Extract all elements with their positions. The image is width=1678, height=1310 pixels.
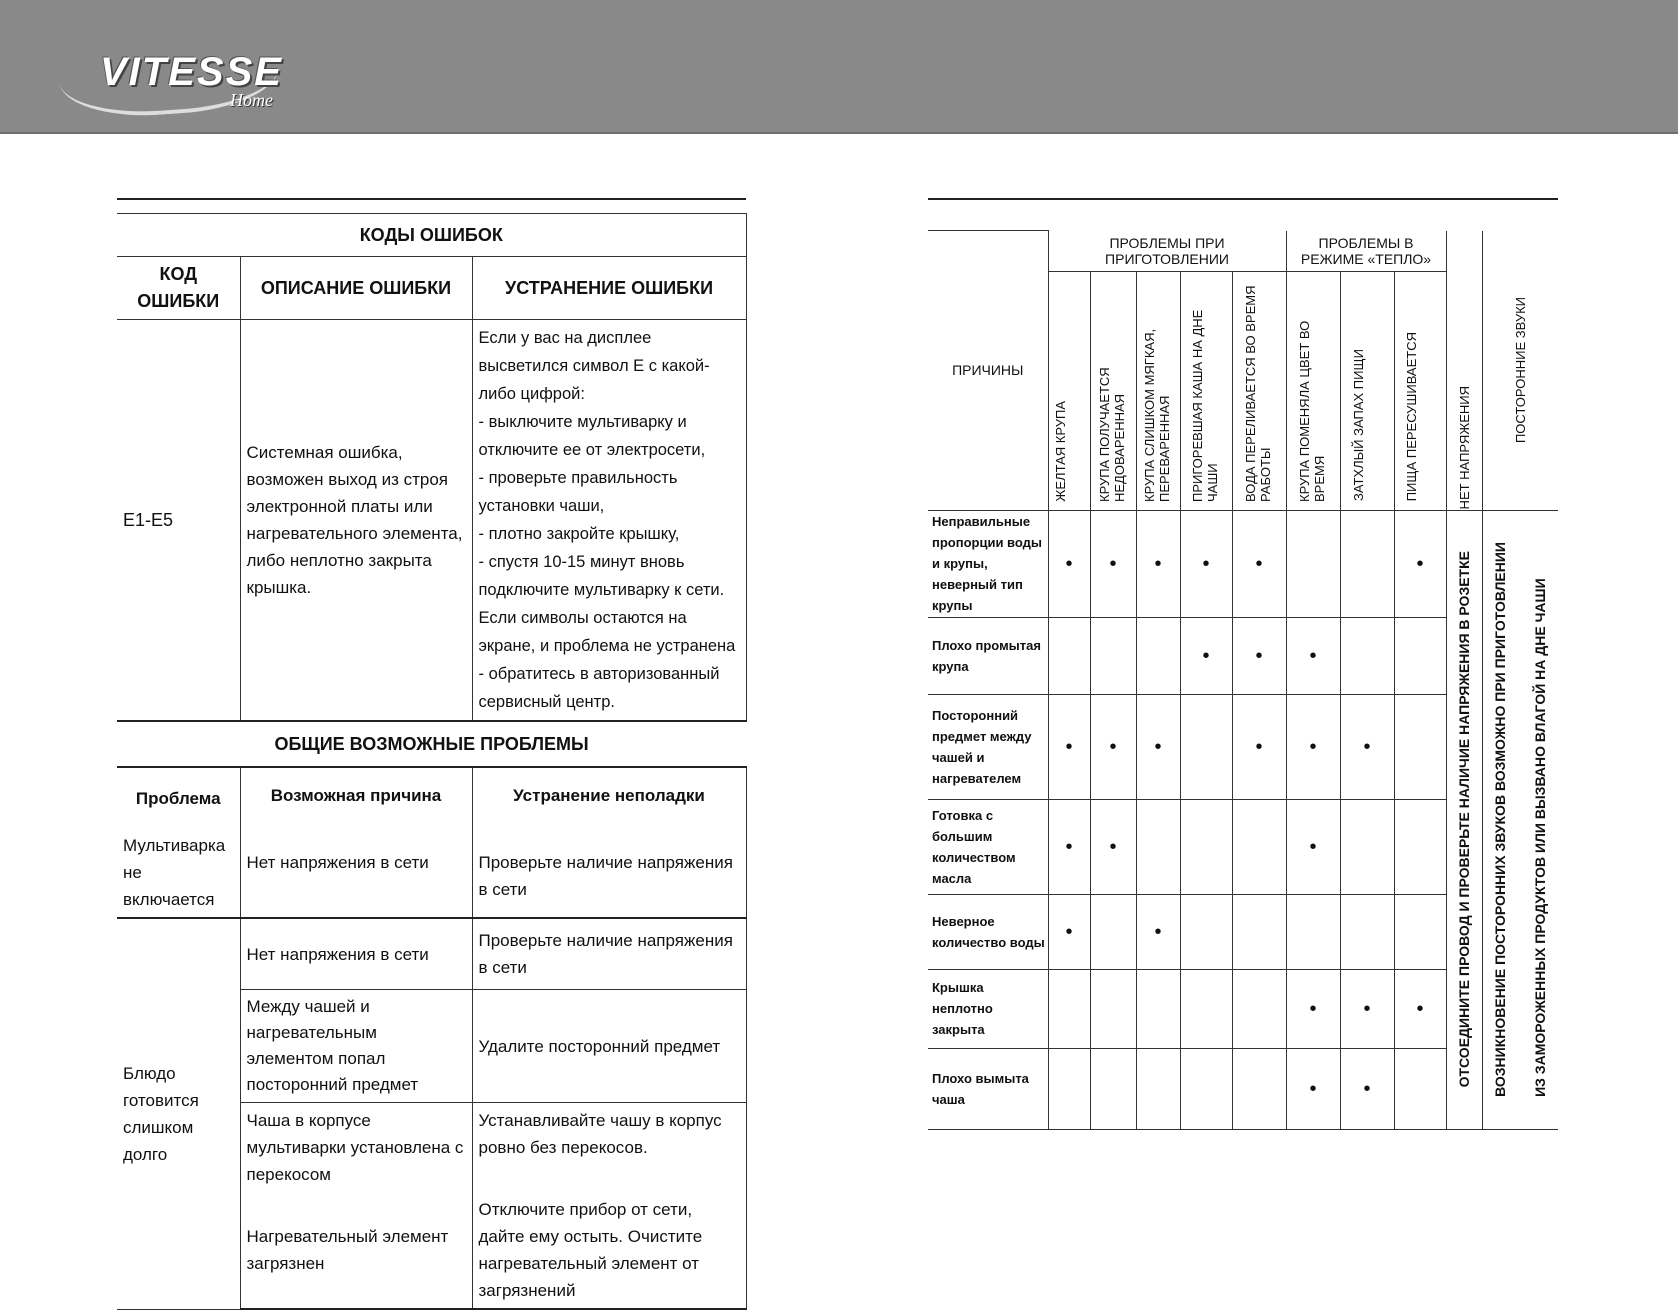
dot-marker: • <box>1202 552 1210 575</box>
noise-note-cell <box>1482 510 1558 1129</box>
logo-main-text: VITESSE <box>100 50 283 94</box>
dot-marker: • <box>1202 644 1210 667</box>
dot-marker: • <box>1065 835 1073 858</box>
dot-marker: • <box>1065 735 1073 758</box>
matrix-cell <box>1136 799 1180 894</box>
matrix-cell <box>1136 510 1180 617</box>
matrix-cell <box>1048 1048 1090 1129</box>
matrix-cell <box>1090 799 1136 894</box>
header-problem: Проблема <box>117 767 240 828</box>
matrix-cell <box>1286 510 1340 617</box>
matrix-cell <box>1340 510 1394 617</box>
dot-marker: • <box>1309 735 1317 758</box>
p2-cause: Чаша в корпусе мультиварки установлена с перекосом <box>240 1103 472 1193</box>
p1-fix-col <box>472 767 746 918</box>
header-error-description: ОПИСАНИЕ ОШИБКИ <box>240 257 472 320</box>
matrix-cell <box>1136 1048 1180 1129</box>
cause-row-label: Неверное количество воды <box>928 894 1048 969</box>
matrix-cell <box>1232 510 1286 617</box>
dot-marker: • <box>1154 735 1162 758</box>
column-header-label: ЖЕЛТАЯ КРУПА <box>1053 400 1068 502</box>
column-header <box>1180 271 1232 510</box>
matrix-cell <box>1232 799 1286 894</box>
error-fix-cell <box>472 320 746 722</box>
p1-problem: Мультиварка не включается <box>117 828 240 918</box>
p2-cause: Нагревательный элемент загрязнен <box>240 1192 472 1309</box>
p2-fix: Проверьте наличие напряжения в сети <box>472 918 746 990</box>
matrix-cell <box>1180 799 1232 894</box>
dot-marker: • <box>1309 644 1317 667</box>
column-header <box>1048 271 1090 510</box>
noise-note-line: ИЗ ЗАМОРОЖЕННЫХ ПРОДУКТОВ ИЛИ ВЫЗВАНО ВЛАГОЙ НА ДНЕ ЧАШИ <box>1532 578 1549 1097</box>
dot-marker: • <box>1416 997 1424 1020</box>
matrix-cell <box>1048 694 1090 799</box>
error-codes-table <box>117 213 747 1310</box>
dot-marker: • <box>1255 735 1263 758</box>
matrix-cell <box>1340 894 1394 969</box>
troubleshooting-matrix <box>928 230 1558 1130</box>
matrix-cell <box>1232 969 1286 1048</box>
column-header <box>1286 271 1340 510</box>
p2-fix: Устанавливайте чашу в корпус ровно без перекосов. <box>472 1103 746 1193</box>
matrix-cell <box>1394 694 1446 799</box>
cause-row-label: Посторонний предмет между чашей и нагревателем <box>928 694 1048 799</box>
column-header-label: ЗАТХЛЫЙ ЗАПАХ ПИЩИ <box>1351 349 1366 502</box>
matrix-cell <box>1136 894 1180 969</box>
error-fix-line: - выключите мультиварку и отключите ее от электросети, <box>478 413 706 459</box>
header-fix: Устранение неполадки <box>513 786 705 805</box>
dot-marker: • <box>1109 735 1117 758</box>
error-code-cell: E1-E5 <box>117 320 240 722</box>
matrix-cell <box>1180 894 1232 969</box>
column-header <box>1232 271 1286 510</box>
matrix-cell <box>1340 694 1394 799</box>
page-header <box>0 0 1678 134</box>
matrix-cell <box>1394 969 1446 1048</box>
dot-marker: • <box>1416 552 1424 575</box>
column-header-label: КРУПА ПОЛУЧАЕТСЯ НЕДОВАРЕННАЯ <box>1097 366 1127 502</box>
error-description-cell: Системная ошибка, возможен выход из строя электронной платы или нагревательного элемента, либо неплотно закрыта крышка. <box>240 320 472 722</box>
dot-marker: • <box>1255 552 1263 575</box>
matrix-cell <box>1340 969 1394 1048</box>
column-header-label: ПРИГОРЕВШАЯ КАША НА ДНЕ ЧАШИ <box>1190 309 1220 502</box>
matrix-cell <box>1048 799 1090 894</box>
dot-marker: • <box>1255 644 1263 667</box>
logo-sub-text: Home <box>230 90 273 110</box>
p2-cause: Нет напряжения в сети <box>240 918 472 990</box>
dot-marker: • <box>1154 552 1162 575</box>
dot-marker: • <box>1363 997 1371 1020</box>
dot-marker: • <box>1309 1077 1317 1100</box>
dot-marker: • <box>1309 835 1317 858</box>
dot-marker: • <box>1065 552 1073 575</box>
matrix-cell <box>1090 510 1136 617</box>
dot-marker: • <box>1154 920 1162 943</box>
p2-problem: Блюдо готовится слишком долго <box>117 918 240 1309</box>
column-header <box>1340 271 1394 510</box>
matrix-cell <box>1048 510 1090 617</box>
error-fix-line: - спустя 10-15 минут вновь подключите мультиварку к сети. <box>478 553 725 599</box>
header-possible-cause: Возможная причина <box>270 786 442 805</box>
matrix-cell <box>1286 617 1340 694</box>
causes-label: ПРИЧИНЫ <box>928 231 1048 511</box>
p2-fix: Удалите посторонний предмет <box>472 990 746 1103</box>
p1-fix: Проверьте наличие напряжения в сети <box>478 853 733 899</box>
matrix-cell <box>1180 694 1232 799</box>
column-header <box>1394 271 1446 510</box>
cause-row-label: Неправильные пропорции воды и крупы, неверный тип крупы <box>928 510 1048 617</box>
cause-row-label: Готовка с большим количеством масла <box>928 799 1048 894</box>
column-header-label: ВОДА ПЕРЕЛИВАЕТСЯ ВО ВРЕМЯ РАБОТЫ <box>1243 285 1273 502</box>
error-fix-line: Если символы остаются на экране, и проблема не устранена - обратитесь в авторизованный сервисный центр. <box>478 609 736 711</box>
left-top-rule <box>117 198 746 200</box>
matrix-cell <box>1090 894 1136 969</box>
group-cooking-problems: ПРОБЛЕМЫ ПРИ ПРИГОТОВЛЕНИИ <box>1048 231 1286 272</box>
column-header-label: ПИЩА ПЕРЕСУШИВАЕТСЯ <box>1404 332 1419 502</box>
dot-marker: • <box>1065 920 1073 943</box>
p2-fix: Отключите прибор от сети, дайте ему остыть. Очистите нагревательный элемент от загрязнений <box>472 1192 746 1309</box>
column-header-label: НЕТ НАПРЯЖЕНИЯ <box>1456 386 1472 510</box>
dot-marker: • <box>1363 1077 1371 1100</box>
matrix-cell <box>1286 1048 1340 1129</box>
matrix-cell <box>1180 969 1232 1048</box>
matrix-cell <box>1180 1048 1232 1129</box>
header-error-fix: УСТРАНЕНИЕ ОШИБКИ <box>472 257 746 320</box>
matrix-cell <box>1394 617 1446 694</box>
column-header-label: КРУПА ПОМЕНЯЛА ЦВЕТ ВО ВРЕМЯ <box>1297 320 1327 502</box>
matrix-cell <box>1090 617 1136 694</box>
column-header <box>1090 271 1136 510</box>
error-fix-line: Если у вас на дисплее высветился символ Е с какой-либо цифрой: <box>478 329 710 403</box>
error-codes-title: КОДЫ ОШИБОК <box>117 214 746 257</box>
matrix-cell <box>1286 694 1340 799</box>
matrix-cell <box>1090 694 1136 799</box>
matrix-cell <box>1340 617 1394 694</box>
matrix-cell <box>1394 799 1446 894</box>
dot-marker: • <box>1109 835 1117 858</box>
dot-marker: • <box>1309 997 1317 1020</box>
header-error-code: КОД ОШИБКИ <box>117 257 240 320</box>
p2-cause: Между чашей и нагревательным элементом попал посторонний предмет <box>240 990 472 1103</box>
voltage-note: ОТСОЕДИНИТЕ ПРОВОД И ПРОВЕРЬТЕ НАЛИЧИЕ НАПРЯЖЕНИЯ В РОЗЕТКЕ <box>1456 551 1473 1088</box>
matrix-cell <box>1048 969 1090 1048</box>
group-warm-problems: ПРОБЛЕМЫ В РЕЖИМЕ «ТЕПЛО» <box>1286 231 1446 272</box>
column-header <box>1136 271 1180 510</box>
column-header-label: ПОСТОРОННИЕ ЗВУКИ <box>1512 296 1528 444</box>
error-fix-line: - плотно закройте крышку, <box>478 525 680 543</box>
column-header <box>1446 231 1482 511</box>
matrix-cell <box>1394 1048 1446 1129</box>
matrix-cell <box>1232 894 1286 969</box>
matrix-cell <box>1286 799 1340 894</box>
matrix-cell <box>1180 510 1232 617</box>
matrix-cell <box>1136 694 1180 799</box>
matrix-cell <box>1136 969 1180 1048</box>
matrix-cell <box>1048 617 1090 694</box>
matrix-cell <box>1136 617 1180 694</box>
matrix-cell <box>1286 894 1340 969</box>
cause-row-label: Плохо вымыта чаша <box>928 1048 1048 1129</box>
right-top-rule <box>928 198 1558 200</box>
cause-row-label: Крышка неплотно закрыта <box>928 969 1048 1048</box>
matrix-cell <box>1232 694 1286 799</box>
matrix-cell <box>1180 617 1232 694</box>
matrix-cell <box>1232 1048 1286 1129</box>
column-header <box>1482 231 1558 511</box>
matrix-cell <box>1232 617 1286 694</box>
noise-note <box>1483 542 1559 1097</box>
problems-title: ОБЩИЕ ВОЗМОЖНЫЕ ПРОБЛЕМЫ <box>117 721 746 767</box>
voltage-note-cell <box>1446 510 1482 1129</box>
matrix-cell <box>1090 1048 1136 1129</box>
vitesse-logo <box>60 50 310 120</box>
column-header-label: КРУПА СЛИШКОМ МЯГКАЯ, ПЕРЕВАРЕННАЯ <box>1142 328 1172 502</box>
cause-row-label: Плохо промытая крупа <box>928 617 1048 694</box>
matrix-cell <box>1394 894 1446 969</box>
matrix-cell <box>1394 510 1446 617</box>
dot-marker: • <box>1363 735 1371 758</box>
matrix-cell <box>1286 969 1340 1048</box>
matrix-cell <box>1090 969 1136 1048</box>
error-fix-line: - проверьте правильность установки чаши, <box>478 469 678 515</box>
noise-note-line: ВОЗНИКНОВЕНИЕ ПОСТОРОННИХ ЗВУКОВ ВОЗМОЖНО ПРИ ПРИГОТОВЛЕНИИ <box>1492 542 1509 1097</box>
p1-cause: Нет напряжения в сети <box>246 853 429 872</box>
dot-marker: • <box>1109 552 1117 575</box>
matrix-cell <box>1048 894 1090 969</box>
matrix-cell <box>1340 1048 1394 1129</box>
p1-cause-col <box>240 767 472 918</box>
matrix-cell <box>1340 799 1394 894</box>
